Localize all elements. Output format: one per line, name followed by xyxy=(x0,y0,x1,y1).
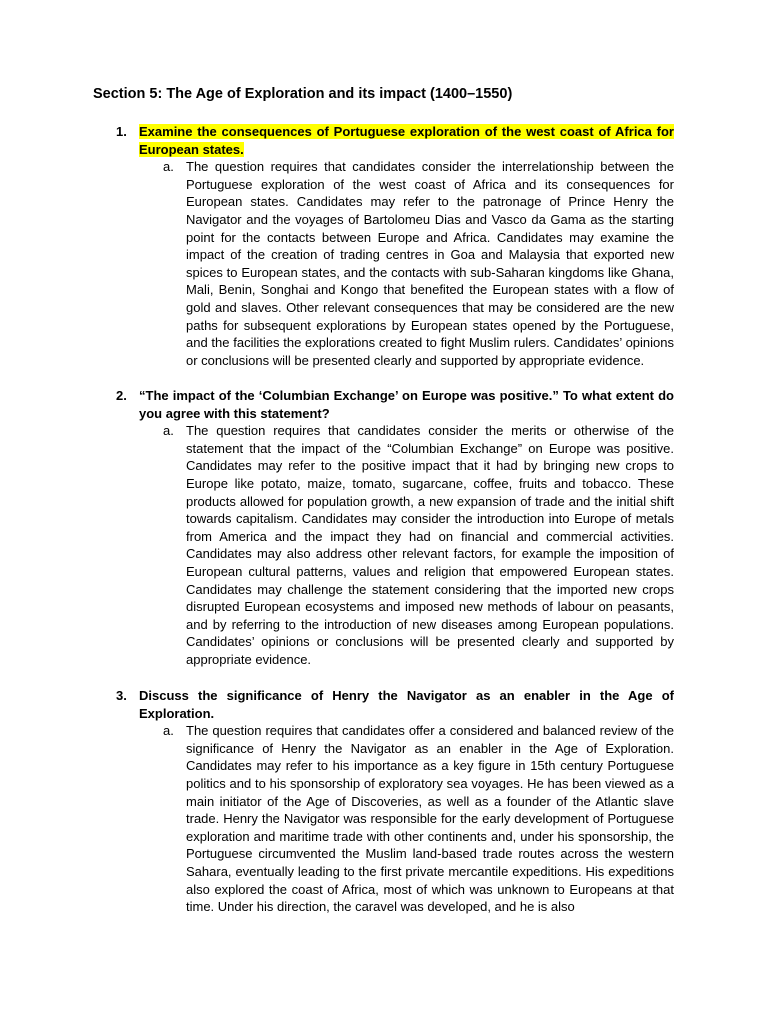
answer-guidance xyxy=(163,722,674,916)
question-text xyxy=(139,123,674,158)
answer-marker: a. xyxy=(163,423,174,439)
question-item xyxy=(116,687,674,916)
answer-guidance xyxy=(163,422,674,668)
question-number: 2. xyxy=(116,388,127,403)
answer-text: The question requires that candidates consider the merits or otherwise of the statement that the impact of the “Columbian Exchange” on Europe was positive. Candidates may refer to the positive impact that it had by bringing new crops to Europe like potato, maize, tomato, sugarcane, coffee, fruits and tobacco. These products allowed for population growth, a new expansion of trade and the initial shift towards capitalism. Candidates may consider the introduction into Europe of metals from America and the impact they had on financial and commercial activities. Candidates may also address other relevant factors, for example the imposition of European cultural patterns, values and religion that empowered European states. Candidates may challenge the statement considering that the imported new crops disrupted European ecosystems and imposed new methods of labour on peasants, and by referring to the introduction of new diseases among European populations. Candidates’ opinions or conclusions will be presented clearly and supported by appropriate evidence. xyxy=(186,423,674,667)
question-text: Discuss the significance of Henry the Navigator as an enabler in the Age of Exploration. xyxy=(139,688,674,721)
answer-marker: a. xyxy=(163,159,174,175)
section-title: Section 5: The Age of Exploration and its impact (1400–1550) xyxy=(93,86,513,102)
answer-guidance xyxy=(163,158,674,369)
answer-marker: a. xyxy=(163,723,174,739)
question-text: “The impact of the ‘Columbian Exchange’ on Europe was positive.” To what extent do you agree with this statement? xyxy=(139,388,674,421)
question-item xyxy=(116,123,674,369)
question-number: 3. xyxy=(116,688,127,703)
question-number: 1. xyxy=(116,124,127,139)
answer-text: The question requires that candidates consider the interrelationship between the Portuguese exploration of the west coast of Africa and its consequences for European states. Candidates may refer to the patronage of Prince Henry the Navigator and the voyages of Bartolomeu Dias and Vasco da Gama as the starting point for the contacts between Europe and Africa. Candidates may examine the impact of the creation of trading centres in Goa and Malaysia that exported new spices to European states, and the contacts with sub-Saharan kingdoms like Ghana, Mali, Benin, Songhai and Kongo that benefited the European states with a flow of gold and slaves. Other relevant consequences that may be considered are the new paths for subsequent explorations by European states opened by the Portuguese, and the facilities the explorations created to fight Muslim rulers. Candidates’ opinions or conclusions will be presented clearly and supported by appropriate evidence. xyxy=(186,159,674,368)
question-item xyxy=(116,387,674,669)
highlighted-question-text: Examine the consequences of Portuguese exploration of the west coast of Africa for European states. xyxy=(139,124,674,157)
answer-text: The question requires that candidates offer a considered and balanced review of the significance of Henry the Navigator as an enabler in the Age of Exploration. Candidates may refer to his importance as a key figure in 15th century Portuguese politics and to his sponsorship of exploratory sea voyages. He has been viewed as a main initiator of the Age of Discoveries, as well as a founder of the Atlantic slave trade. Henry the Navigator was responsible for the early development of Portuguese exploration and maritime trade with other continents and, under his sponsorship, the Portuguese circumvented the Muslim land-based trade routes across the western Sahara, eventually leading to the first private mercantile expeditions. His expeditions also explored the coast of Africa, most of which was unknown to Europeans at that time. Under his direction, the caravel was developed, and he is also xyxy=(186,723,674,915)
